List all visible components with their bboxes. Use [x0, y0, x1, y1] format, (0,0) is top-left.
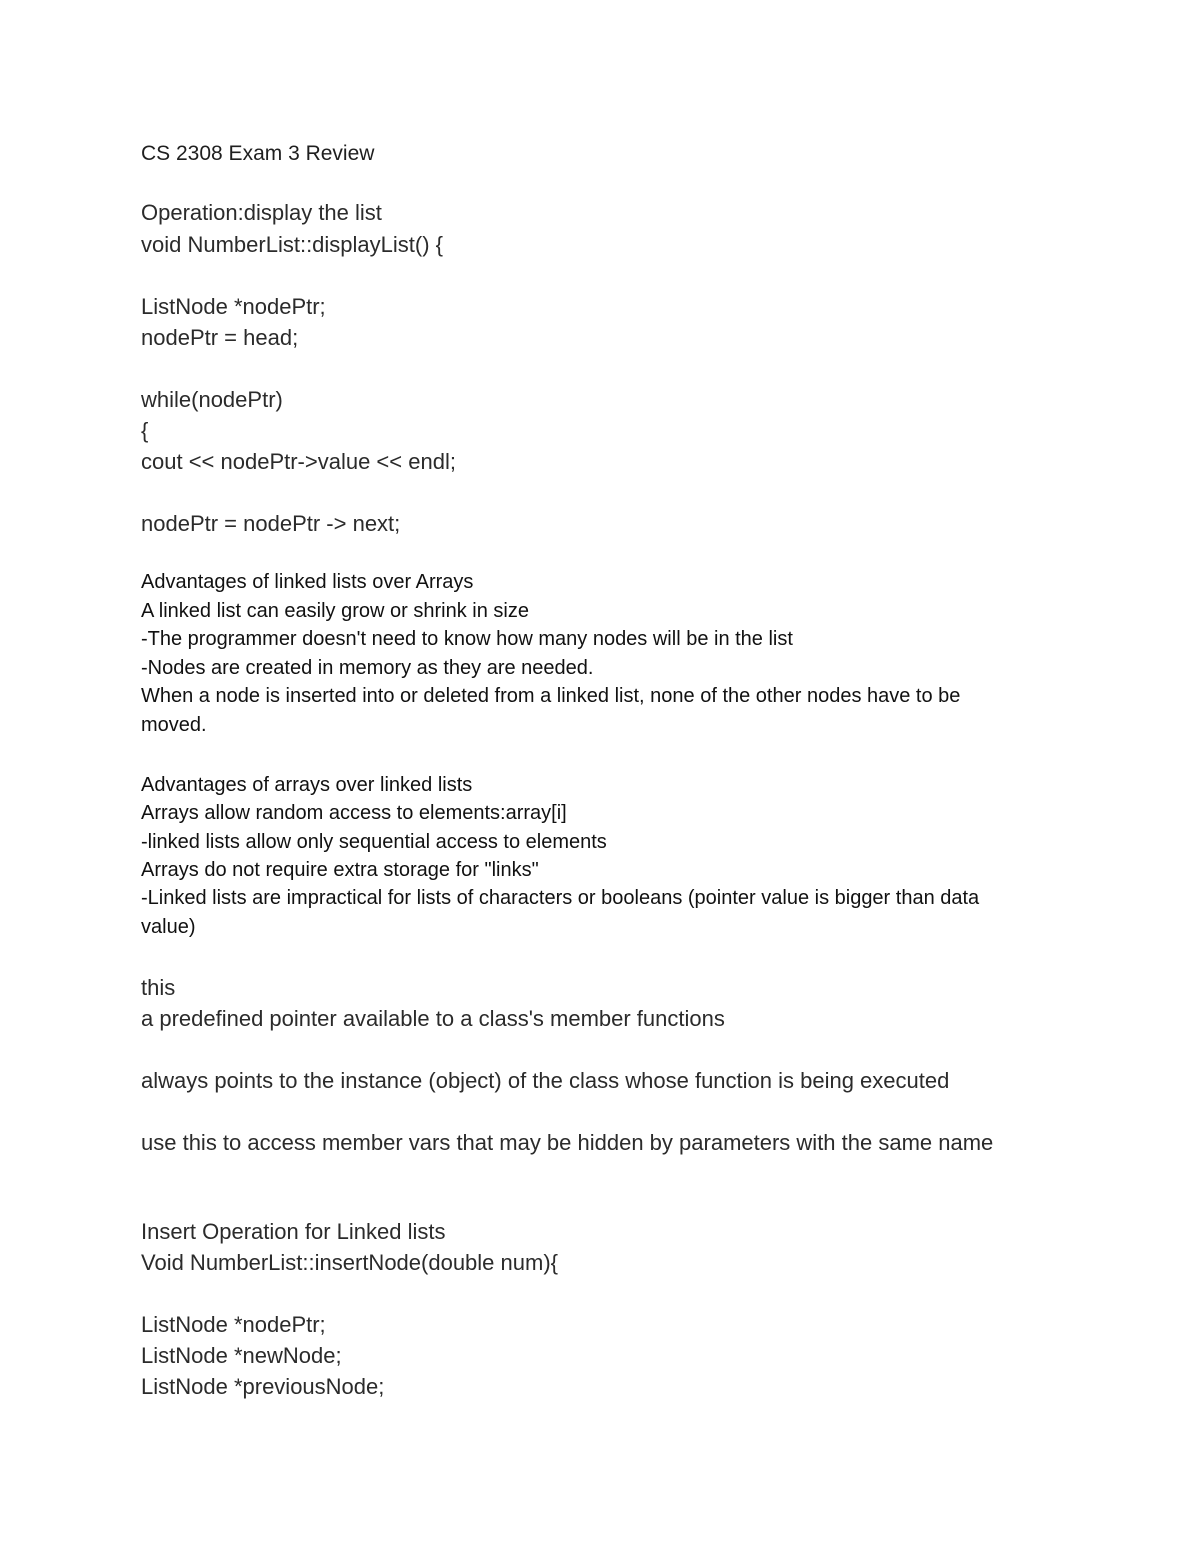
text-line: Arrays allow random access to elements:array[i] — [141, 802, 567, 824]
text-line: Arrays do not require extra storage for "links" — [141, 859, 539, 881]
code-line: Void NumberList::insertNode(double num){ — [141, 1250, 559, 1275]
code-line: ListNode *nodePtr; — [141, 1312, 326, 1337]
text-line: A linked list can easily grow or shrink in size — [141, 600, 529, 622]
code-line: nodePtr = head; — [141, 325, 299, 350]
linked-advantages-heading: Advantages of linked lists over Arrays — [141, 571, 474, 593]
code-line: while(nodePtr) — [141, 387, 283, 412]
text-line: moved. — [141, 714, 207, 736]
this-heading: this — [141, 975, 176, 1000]
code-line: ListNode *nodePtr; — [141, 294, 326, 319]
text-line: -The programmer doesn't need to know how many nodes will be in the list — [141, 628, 793, 650]
text-line: use this to access member vars that may be hidden by parameters with the same name — [141, 1130, 994, 1155]
text-line: When a node is inserted into or deleted from a linked list, none of the other nodes have to be — [141, 685, 961, 707]
code-line: void NumberList::displayList() { — [141, 232, 444, 257]
text-line: -Nodes are created in memory as they are needed. — [141, 657, 594, 679]
document-title: CS 2308 Exam 3 Review — [141, 142, 375, 165]
code-line: ListNode *newNode; — [141, 1343, 342, 1368]
text-line: -Linked lists are impractical for lists of characters or booleans (pointer value is bigger than data — [141, 887, 980, 909]
insert-heading: Insert Operation for Linked lists — [141, 1219, 446, 1244]
code-line: ListNode *previousNode; — [141, 1374, 385, 1399]
display-heading: Operation:display the list — [141, 200, 382, 225]
array-advantages-heading: Advantages of arrays over linked lists — [141, 774, 473, 796]
text-line: value) — [141, 916, 196, 938]
code-line: nodePtr = nodePtr -> next; — [141, 511, 401, 536]
code-line: { — [141, 418, 149, 443]
code-line: cout << nodePtr->value << endl; — [141, 449, 456, 474]
text-line: -linked lists allow only sequential access to elements — [141, 831, 607, 853]
text-line: always points to the instance (object) of the class whose function is being executed — [141, 1068, 950, 1093]
text-line: a predefined pointer available to a class's member functions — [141, 1006, 725, 1031]
